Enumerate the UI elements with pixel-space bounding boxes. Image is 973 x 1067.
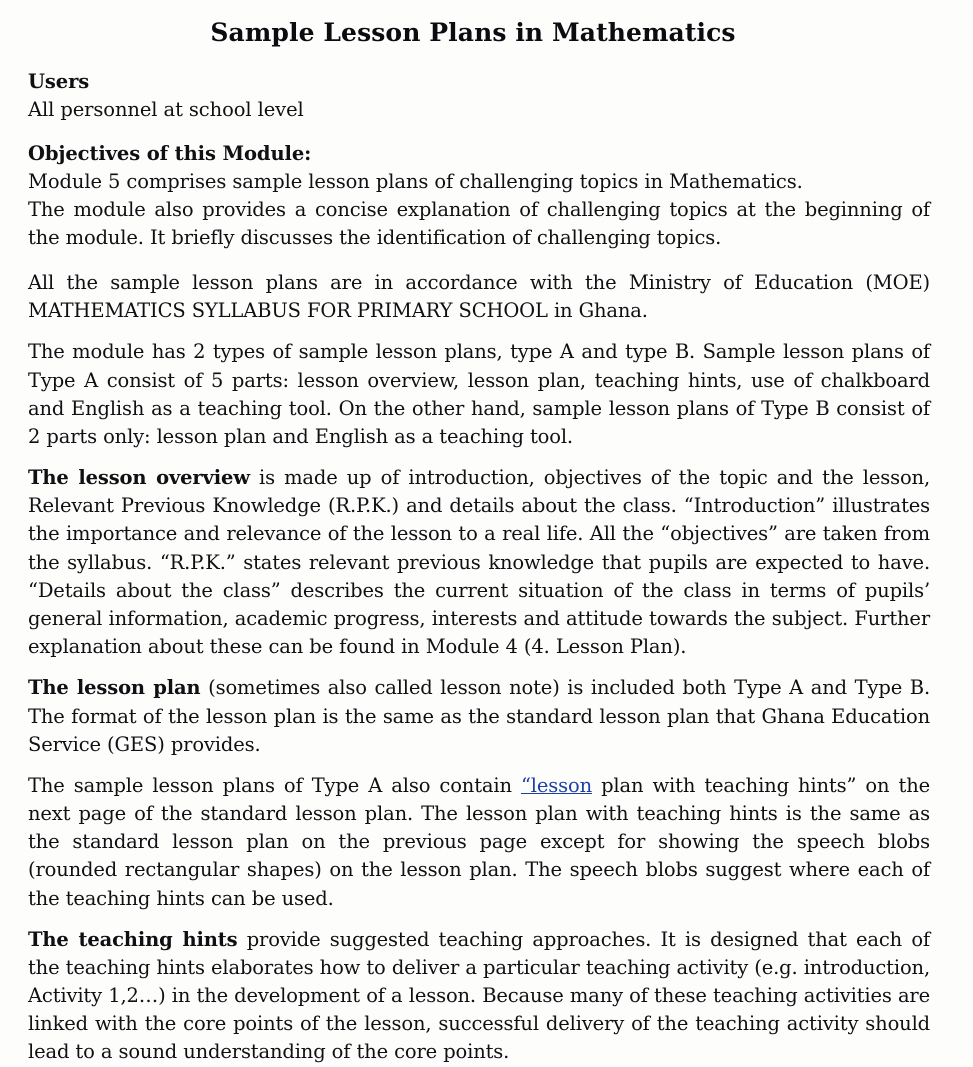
lesson-hyperlink[interactable]: “lesson	[520, 773, 592, 797]
lesson-overview-paragraph	[28, 464, 930, 661]
teaching-hints-lead-bold: The teaching hints	[28, 927, 238, 951]
lesson-plan-lead-bold: The lesson plan	[28, 676, 201, 700]
users-body: All personnel at school level	[28, 97, 304, 121]
lesson-plan-paragraph	[28, 674, 930, 759]
section-spacer	[28, 129, 930, 140]
objectives-heading: Objectives of this Module:	[28, 142, 312, 166]
lesson-plan-types-paragraph: The module has 2 types of sample lesson plans, type A and type B. Sample lesson plans of Type A consist of 5 parts: lesson overview, lesson plan, teaching hints, use of chalkboard and English as a teaching tool. On the other hand, sample lesson plans of Type B consist of 2 parts only: lesson plan and English as a teaching tool.	[28, 340, 930, 448]
teaching-hints-body: provide suggested teaching approaches. It is designed that each of the teaching hints elaborates how to deliver a particular teaching activity (e.g. introduction, Activity 1,2…) in the development of a lesson. Because many of these teaching activities are linked with the core points of the lesson, successful delivery of the teaching activity should lead to a sound understanding of the core points.	[28, 927, 930, 1064]
users-section	[28, 68, 930, 123]
objectives-line-2: The module also provides a concise explanation of challenging topics at the beginning of the module. It briefly discusses the identification of challenging topics.	[28, 197, 930, 249]
lesson-overview-lead-bold: The lesson overview	[28, 466, 250, 490]
teaching-hints-link-paragraph	[28, 772, 930, 913]
teaching-hints-link-paragraph-after: plan with teaching hints” on the next page of the standard lesson plan. The lesson plan with teaching hints is the same as the standard lesson plan on the previous page except for showing the speech blobs (rounded rectangular shapes) on the lesson plan. The speech blobs suggest where each of the teaching hints can be used.	[28, 773, 930, 910]
objectives-section	[28, 140, 930, 252]
objectives-line-1: Module 5 comprises sample lesson plans of challenging topics in Mathematics.	[28, 170, 803, 194]
syllabus-paragraph: All the sample lesson plans are in accordance with the Ministry of Education (MOE) MATHEMATICS SYLLABUS FOR PRIMARY SCHOOL in Ghana.	[28, 271, 930, 323]
lesson-overview-body: is made up of introduction, objectives of the topic and the lesson, Relevant Previous Knowledge (R.P.K.) and details about the class. “Introduction” illustrates the importance and relevance of the lesson to a real life. All the “objectives” are taken from the syllabus. “R.P.K.” states relevant previous knowledge that pupils are expected to have. “Details about the class” describes the current situation of the class in terms of pupils’ general information, academic progress, interests and attitude towards the subject. Further explanation about these can be found in Module 4 (4. Lesson Plan).	[28, 466, 930, 659]
page-title: Sample Lesson Plans in Mathematics	[210, 18, 736, 47]
teaching-hints-link-paragraph-before: The sample lesson plans of Type A also contain	[28, 773, 521, 797]
section-spacer	[28, 258, 930, 269]
teaching-hints-paragraph	[28, 926, 930, 1067]
lesson-plan-body: (sometimes also called lesson note) is included both Type A and Type B. The format of the lesson plan is the same as the standard lesson plan that Ghana Education Service (GES) provides.	[28, 676, 930, 756]
users-heading: Users	[28, 70, 90, 93]
